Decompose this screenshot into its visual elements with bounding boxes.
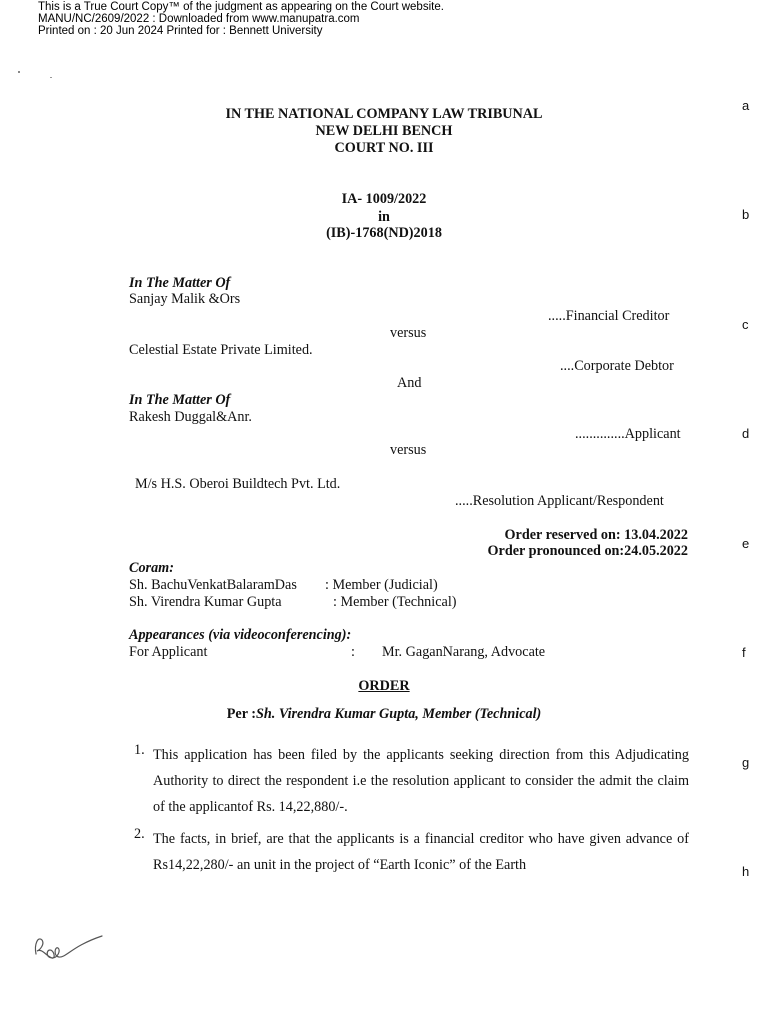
scan-speck [50, 77, 52, 78]
margin-letter-f: f [742, 645, 746, 660]
coram-member2-role: : Member (Technical) [333, 594, 457, 610]
matter1-versus: versus [390, 325, 427, 341]
order-reserved-date: Order reserved on: 13.04.2022 [504, 527, 688, 543]
margin-letter-d: d [742, 426, 750, 441]
paragraph-1-number: 1. [134, 742, 145, 758]
margin-letter-e: e [742, 536, 750, 551]
tribunal-title: IN THE NATIONAL COMPANY LAW TRIBUNAL [225, 106, 543, 122]
download-header-line1: This is a True Court Copy™ of the judgment as appearing on the Court website. [38, 1, 444, 13]
matter2-party2: M/s H.S. Oberoi Buildtech Pvt. Ltd. [135, 476, 341, 492]
coram-member1-name: Sh. BachuVenkatBalaramDas [129, 577, 297, 593]
and-connector: And [397, 375, 422, 391]
court-number: COURT NO. III [334, 140, 434, 156]
matter1-party2: Celestial Estate Private Limited. [129, 342, 313, 358]
matter1-role1: .....Financial Creditor [548, 308, 670, 324]
per-name: Sh. Virendra Kumar Gupta, Member (Technical) [256, 706, 542, 722]
margin-letter-c: c [742, 317, 749, 332]
paragraph-2-number: 2. [134, 826, 145, 842]
margin-letter-a: a [742, 98, 750, 113]
matter2-role1: ..............Applicant [575, 426, 681, 442]
matter2-role2: .....Resolution Applicant/Respondent [455, 493, 664, 509]
order-pronounced-date: Order pronounced on:24.05.2022 [487, 543, 688, 559]
matter1-role2: ....Corporate Debtor [560, 358, 674, 374]
bench-name: NEW DELHI BENCH [315, 123, 453, 139]
order-heading: ORDER [358, 678, 410, 694]
ia-number: IA- 1009/2022 [341, 191, 427, 207]
paragraph-1-text: This application has been filed by the applicants seeking direction from this Adjudicating Authority to direct the respondent i.e the resolution applicant to consider the admit the claim of the applicantof Rs. 14,22,880/-. [153, 747, 689, 815]
per-prefix: Per : [226, 706, 257, 722]
matter1-party1: Sanjay Malik &Ors [129, 291, 241, 307]
matter2-heading: In The Matter Of [129, 392, 231, 408]
coram-member1-role: : Member (Judicial) [325, 577, 438, 593]
paragraph-2-text: The facts, in brief, are that the applicants is a financial creditor who have given advance of Rs14,22,280/- an unit in the project of “Earth Iconic” of the Earth [153, 831, 689, 873]
margin-letter-h: h [742, 864, 750, 879]
margin-letter-g: g [742, 755, 750, 770]
appearance-label: For Applicant [129, 644, 208, 660]
case-in: in [378, 209, 390, 225]
margin-letter-b: b [742, 207, 750, 222]
matter2-party1: Rakesh Duggal&Anr. [129, 409, 252, 425]
download-header-line3: Printed on : 20 Jun 2024 Printed for : Bennett University [38, 25, 323, 37]
coram-member2-name: Sh. Virendra Kumar Gupta [129, 594, 282, 610]
scan-speck [18, 71, 20, 73]
matter1-heading: In The Matter Of [129, 275, 231, 291]
matter2-versus: versus [390, 442, 427, 458]
handwritten-initials [28, 920, 108, 964]
ib-number: (IB)-1768(ND)2018 [326, 225, 442, 241]
coram-heading: Coram: [129, 560, 174, 576]
appearance-colon: : [351, 644, 355, 660]
download-header-line2: MANU/NC/2609/2022 : Downloaded from www.manupatra.com [38, 13, 360, 25]
appearances-heading: Appearances (via videoconferencing): [129, 627, 352, 643]
order-per-line [0, 706, 768, 723]
appearance-counsel: Mr. GaganNarang, Advocate [382, 644, 546, 660]
